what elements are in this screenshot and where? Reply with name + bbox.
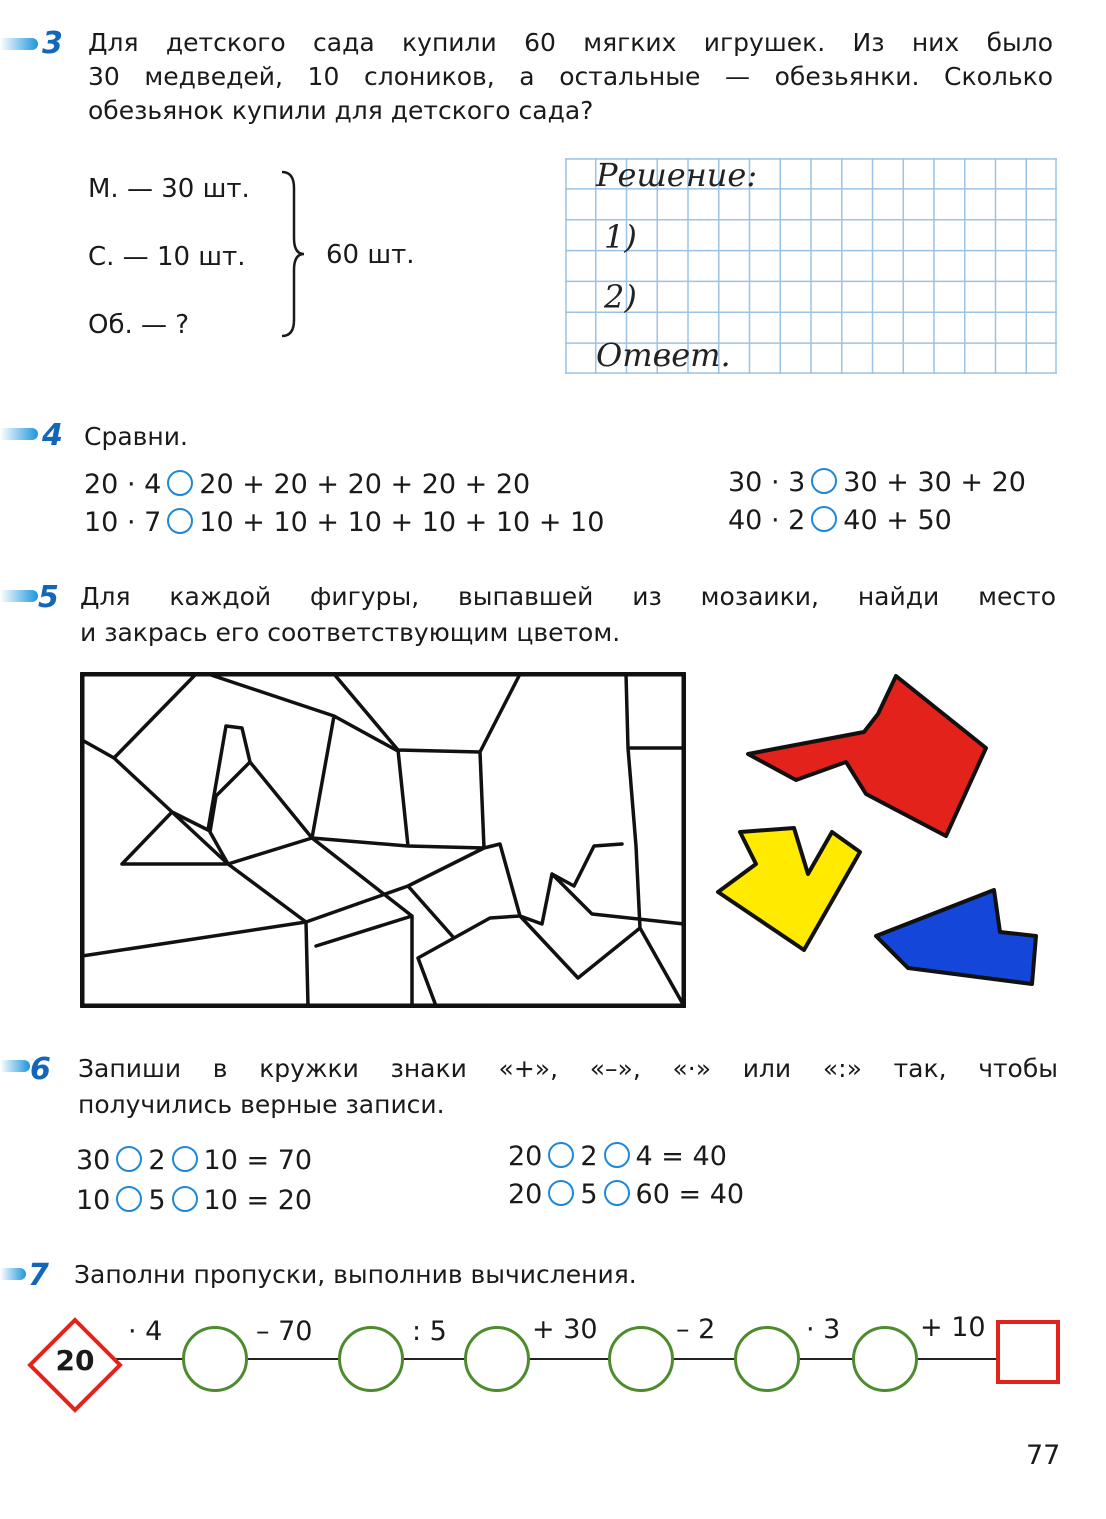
task6-number: 6 [30,1052,51,1087]
page-number: 77 [1026,1440,1061,1471]
compare-circle-2[interactable] [167,508,193,534]
fallen-shapes [700,668,1040,988]
task7-number: 7 [28,1258,49,1293]
sign-circle-4a[interactable] [548,1180,574,1206]
compare-row-1 [84,468,530,502]
blue-shape[interactable] [876,890,1036,984]
compare-right-2: 10 + 10 + 10 + 10 + 10 + 10 [199,507,605,538]
task3-item-bears: М. — 30 шт. [88,174,250,204]
task6-line2: получились верные записи. [78,1090,445,1119]
compare-row-3 [728,466,1026,500]
chain-circle-2[interactable] [338,1326,404,1392]
sign-circle-2b[interactable] [172,1186,198,1212]
mosaic[interactable] [80,672,686,1008]
sign-row-1-a: 30 [76,1145,111,1176]
chain-op-3: : 5 [412,1316,447,1347]
task3-line2: 30 медведей, 10 слоников, а остальные — обезьянки. Сколько [88,62,1053,91]
sign-circle-1b[interactable] [172,1146,198,1172]
sign-row-4-a: 20 [508,1179,543,1210]
compare-right-4: 40 + 50 [843,505,952,536]
chain-circle-1[interactable] [182,1326,248,1392]
compare-circle-4[interactable] [811,506,837,532]
sign-row-2-a: 10 [76,1185,111,1216]
compare-circle-1[interactable] [167,470,193,496]
chain-op-1: · 4 [128,1316,163,1347]
sign-row-4-b: 5 [580,1179,598,1210]
sign-row-2-b: 5 [148,1185,166,1216]
chain-op-7: + 10 [920,1312,986,1343]
chain-op-5: – 2 [676,1314,716,1345]
task7-marker [0,1268,26,1280]
chain-circle-3[interactable] [464,1326,530,1392]
sign-circle-2a[interactable] [116,1186,142,1212]
sign-circle-3a[interactable] [548,1142,574,1168]
sign-row-3-a: 20 [508,1141,543,1172]
yellow-shape[interactable] [718,828,860,950]
task3-number: 3 [42,26,63,61]
sign-row-3-b: 2 [580,1141,598,1172]
compare-left-1: 20 · 4 [84,469,162,500]
compare-circle-3[interactable] [811,468,837,494]
task3-item-elephants: С. — 10 шт. [88,242,246,272]
chain-op-4: + 30 [532,1314,598,1345]
sign-row-1 [76,1144,312,1178]
task6-marker [0,1060,30,1072]
start-value: 20 [55,1344,95,1377]
compare-left-2: 10 · 7 [84,507,162,538]
task6-line1: Запиши в кружки знаки «+», «–», «·» или «:» так, чтобы [78,1054,1058,1083]
sign-row-1-c: 10 = 70 [203,1145,313,1176]
task7-title: Заполни пропуски, выполнив вычисления. [74,1260,637,1289]
task3-total: 60 шт. [326,240,415,270]
task5-line1: Для каждой фигуры, выпавшей из мозаики, найди место [80,582,1056,611]
solution-answer: Ответ. [596,336,731,374]
sign-row-3-c: 4 = 40 [635,1141,727,1172]
chain-op-2: – 70 [256,1316,313,1347]
task3-line3: обезьянок купили для детского сада? [88,96,594,125]
chain-result-box[interactable] [996,1320,1060,1384]
sign-circle-3b[interactable] [604,1142,630,1168]
compare-left-3: 30 · 3 [728,467,806,498]
compare-right-3: 30 + 30 + 20 [843,467,1026,498]
task5-line2: и закрась его соответствующим цветом. [80,618,621,647]
sign-row-3 [508,1140,727,1174]
compare-row-2 [84,506,604,540]
sign-row-1-b: 2 [148,1145,166,1176]
solution-step1: 1) [604,218,637,256]
chain-circle-4[interactable] [608,1326,674,1392]
chain-circle-5[interactable] [734,1326,800,1392]
compare-right-1: 20 + 20 + 20 + 20 + 20 [199,469,531,500]
sign-circle-4b[interactable] [604,1180,630,1206]
task4-marker [0,428,38,440]
sign-row-4-c: 60 = 40 [635,1179,745,1210]
sign-circle-1a[interactable] [116,1146,142,1172]
red-shape[interactable] [748,676,986,836]
mosaic-frame [82,674,684,1006]
solution-step2: 2) [604,278,637,316]
chain-circle-6[interactable] [852,1326,918,1392]
sign-row-2-c: 10 = 20 [203,1185,313,1216]
task5-number: 5 [38,580,59,615]
solution-title: Решение: [596,156,758,194]
mosaic-lines [82,674,684,1006]
sign-row-4 [508,1178,744,1212]
task3-line1: Для детского сада купили 60 мягких игрушек. Из них было [88,28,1053,57]
task3-item-monkeys: Об. — ? [88,310,190,340]
task4-number: 4 [42,418,63,453]
task4-title: Сравни. [84,422,188,451]
chain-op-6: · 3 [806,1314,841,1345]
sign-row-2 [76,1184,312,1218]
compare-row-4 [728,504,952,538]
task5-marker [0,590,38,602]
curly-brace [278,168,308,340]
compare-left-4: 40 · 2 [728,505,806,536]
task3-marker [0,38,38,50]
